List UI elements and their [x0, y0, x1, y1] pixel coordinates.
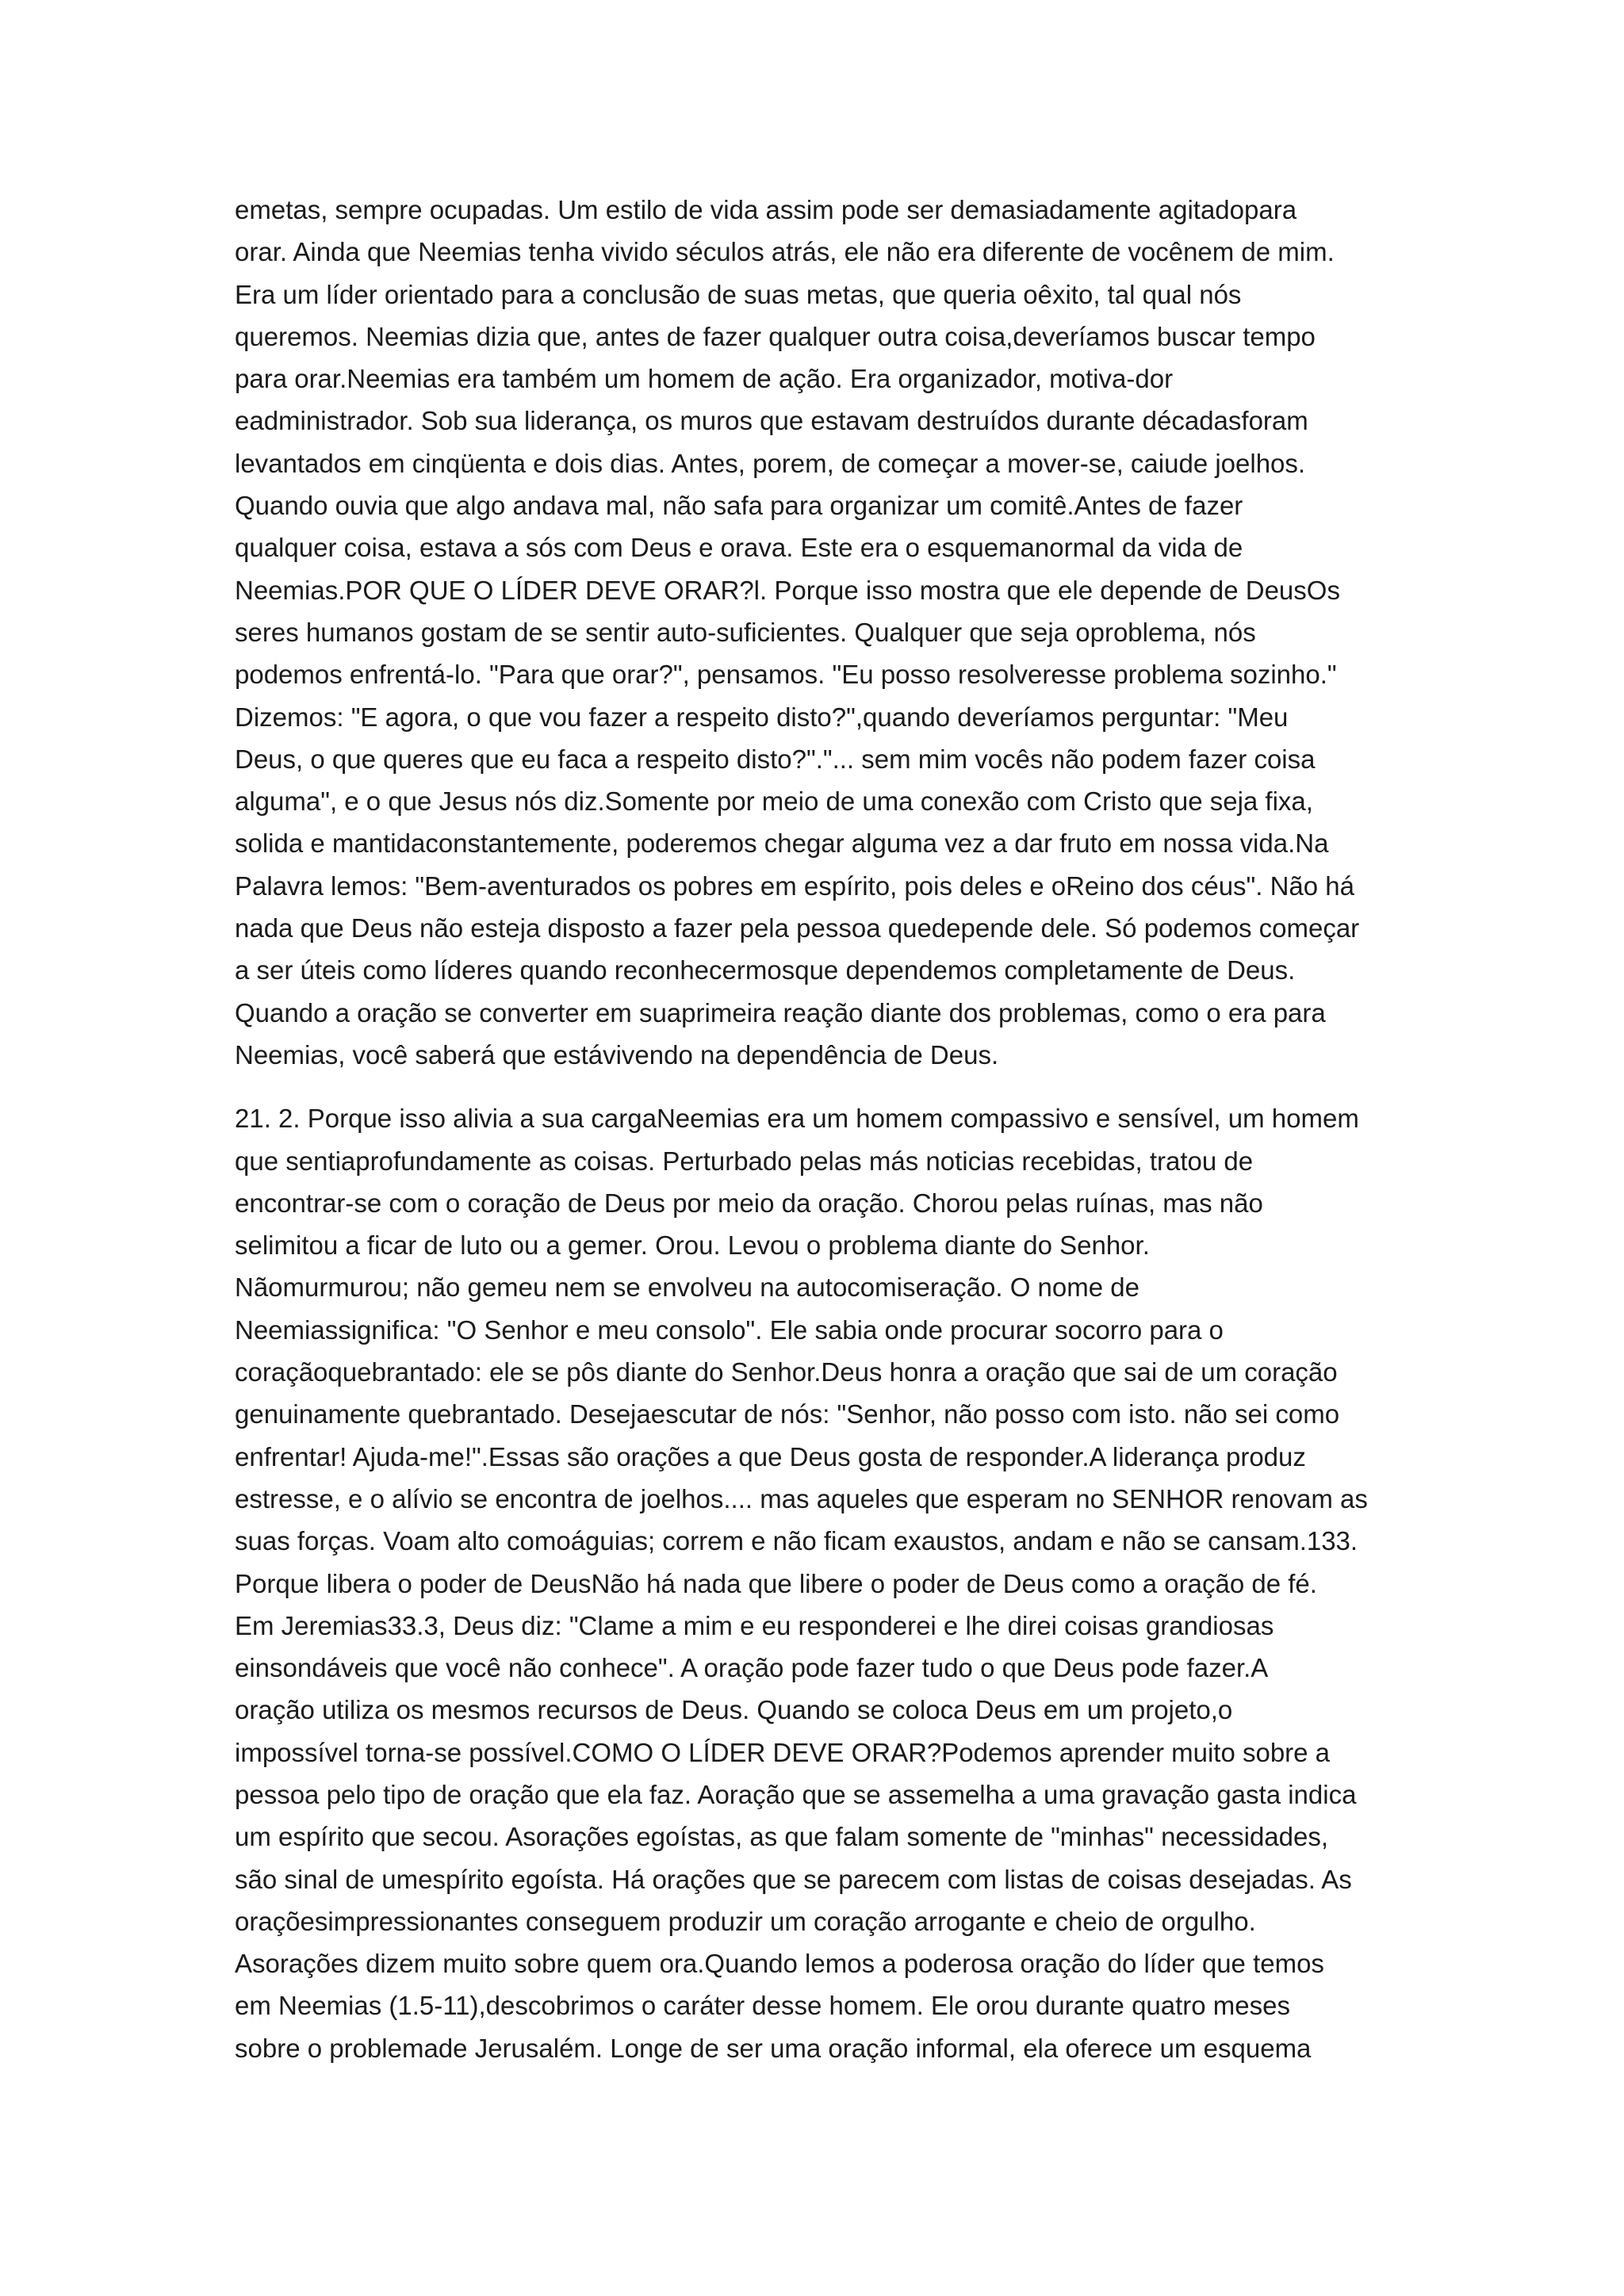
text-line: estresse, e o alívio se encontra de joelhos.... mas aqueles que esperam no SENHOR renovam as: [235, 1483, 1368, 1513]
text-line: são sinal de umespírito egoísta. Há orações que se parecem com listas de coisas desejadas. As: [235, 1864, 1352, 1894]
text-line: solida e mantidaconstantemente, poderemos chegar alguma vez a dar fruto em nossa vida.Na: [235, 828, 1329, 859]
text-line: emetas, sempre ocupadas. Um estilo de vida assim pode ser demasiadamente agitadopara: [235, 195, 1297, 224]
text-line: pessoa pelo tipo de oração que ela faz. Aoração que se assemelha a uma gravação gasta indica: [235, 1779, 1357, 1809]
text-line: Palavra lemos: "Bem-aventurados os pobres em espírito, pois deles e oReino dos céus". Não há: [235, 871, 1355, 901]
text-line: Quando a oração se converter em suaprimeira reação diante dos problemas, como o era para: [235, 997, 1326, 1027]
text-line: impossível torna-se possível.COMO O LÍDER DEVE ORAR?Podemos aprender muito sobre a: [235, 1737, 1331, 1767]
text-line: einsondáveis que você não conhece". A oração pode fazer tudo o que Deus pode fazer.A: [235, 1653, 1269, 1683]
text-line: Neemiassignifica: "O Senhor e meu consolo". Ele sabia onde procurar socorro para o: [235, 1314, 1224, 1345]
text-line: Nãomurmurou; não gemeu nem se envolveu na autocomiseração. O nome de: [235, 1272, 1139, 1303]
text-line: coraçãoquebrantado: ele se pôs diante do Senhor.Deus honra a oração que sai de um coração: [235, 1357, 1338, 1387]
text-line: Neemias, você saberá que estávivendo na dependência de Deus.: [235, 1039, 999, 1070]
text-line: Em Jeremias33.3, Deus diz: "Clame a mim e eu responderei e lhe direi coisas grandiosas: [235, 1610, 1274, 1640]
text-line: Quando ouvia que algo andava mal, não safa para organizar um comitê.Antes de fazer: [235, 491, 1243, 521]
text-line: nada que Deus não esteja disposto a fazer pela pessoa quedepende dele. Só podemos começar: [235, 913, 1360, 943]
text-line: orar. Ainda que Neemias tenha vivido séculos atrás, ele não era diferente de vocênem de mim.: [235, 237, 1335, 267]
text-line: eadministrador. Sob sua liderança, os muros que estavam destruídos durante décadasforam: [235, 406, 1308, 436]
text-line: 21. 2. Porque isso alivia a sua cargaNeemias era um homem compassivo e sensível, um homem: [235, 1104, 1359, 1134]
text-line: queremos. Neemias dizia que, antes de fazer qualquer outra coisa,deveríamos buscar tempo: [235, 321, 1316, 351]
text-line: Asorações dizem muito sobre quem ora.Quando lemos a poderosa oração do líder que temos: [235, 1949, 1324, 1979]
text-line: para orar.Neemias era também um homem de ação. Era organizador, motiva-dor: [235, 364, 1174, 394]
text-line: em Neemias (1.5-11),descobrimos o caráter desse homem. Ele orou durante quatro meses: [235, 1991, 1291, 2021]
text-line: que sentiaprofundamente as coisas. Perturbado pelas más noticias recebidas, tratou de: [235, 1146, 1254, 1176]
text-line: selimitou a ficar de luto ou a gemer. Orou. Levou o problema diante do Senhor.: [235, 1230, 1150, 1261]
text-line: Era um líder orientado para a conclusão de suas metas, que queria oêxito, tal qual nós: [235, 279, 1242, 309]
text-line: Porque libera o poder de DeusNão há nada que libere o poder de Deus como a oração de fé.: [235, 1568, 1317, 1598]
text-line: sobre o problemade Jerusalém. Longe de ser uma oração informal, ela oferece um esquema: [235, 2033, 1312, 2063]
text-line: a ser úteis como líderes quando reconhecermosque dependemos completamente de Deus.: [235, 955, 1296, 985]
text-line: suas forças. Voam alto comoáguias; correm e não ficam exaustos, andam e não se cansam.133.: [235, 1526, 1358, 1556]
text-line: Neemias.POR QUE O LÍDER DEVE ORAR?l. Porque isso mostra que ele depende de DeusOs: [235, 575, 1340, 605]
text-line: alguma", e o que Jesus nós diz.Somente por meio de uma conexão com Cristo que seja fixa,: [235, 786, 1313, 817]
text-line: enfrentar! Ajuda-me!".Essas são orações a que Deus gosta de responder.A liderança produz: [235, 1441, 1306, 1471]
paragraph: [235, 1097, 1402, 2069]
text-line: Deus, o que queres que eu faca a respeito disto?"."... sem mim vocês não podem fazer coisa: [235, 744, 1316, 774]
text-line: oraçõesimpressionantes conseguem produzir um coração arrogante e cheio de orgulho.: [235, 1906, 1256, 1936]
text-line: Dizemos: "E agora, o que vou fazer a respeito disto?",quando deveríamos perguntar: "Meu: [235, 702, 1289, 732]
text-line: levantados em cinqüenta e dois dias. Antes, porem, de começar a mover-se, caiude joelhos.: [235, 448, 1306, 478]
text-line: oração utiliza os mesmos recursos de Deus. Quando se coloca Deus em um projeto,o: [235, 1695, 1233, 1725]
text-line: encontrar-se com o coração de Deus por meio da oração. Chorou pelas ruínas, mas não: [235, 1188, 1263, 1218]
text-line: podemos enfrentá-lo. "Para que orar?", pensamos. "Eu posso resolveresse problema sozinho.": [235, 660, 1337, 690]
document-page: [235, 189, 1402, 2069]
text-line: qualquer coisa, estava a sós com Deus e orava. Este era o esquemanormal da vida de: [235, 533, 1243, 563]
text-line: um espírito que secou. Asorações egoístas, as que falam somente de "minhas" necessidades,: [235, 1822, 1329, 1852]
paragraph: [235, 189, 1402, 1076]
text-line: genuinamente quebrantado. Desejaescutar de nós: "Senhor, não posso com isto. não sei como: [235, 1399, 1340, 1429]
text-line: seres humanos gostam de se sentir auto-suficientes. Qualquer que seja oproblema, nós: [235, 617, 1256, 647]
